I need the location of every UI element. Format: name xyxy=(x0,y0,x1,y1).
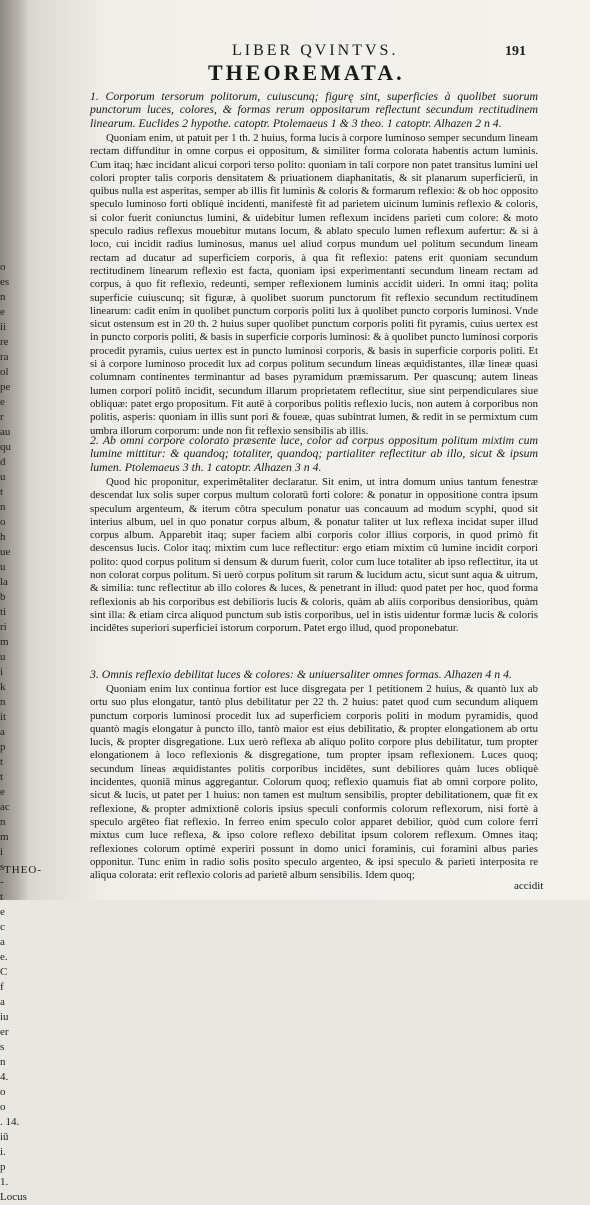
margin-fragment: ol xyxy=(0,366,9,378)
margin-fragment: pe xyxy=(0,381,11,393)
margin-fragment: . 14. xyxy=(0,1116,20,1128)
margin-fragment: n xyxy=(0,816,6,828)
margin-fragment: t xyxy=(0,771,4,783)
margin-fragment: es xyxy=(0,276,10,288)
margin-fragment: e xyxy=(0,396,5,408)
margin-fragment: re xyxy=(0,336,9,348)
margin-fragment: ra xyxy=(0,351,9,363)
margin-fragment: iu xyxy=(0,1011,9,1023)
catchword: accidit xyxy=(514,880,544,892)
margin-fragment: h xyxy=(0,531,6,543)
margin-fragment: n xyxy=(0,1056,6,1068)
margin-fragment: a xyxy=(0,726,5,738)
margin-fragment: a xyxy=(0,996,5,1008)
margin-fragment: qu xyxy=(0,441,11,453)
margin-fragment: p xyxy=(0,741,6,753)
margin-fragment: s xyxy=(0,1041,5,1053)
margin-fragment: r xyxy=(0,411,4,423)
margin-fragment: e xyxy=(0,786,5,798)
margin-fragment: n xyxy=(0,291,6,303)
margin-fragment: f xyxy=(0,981,4,993)
margin-fragment: m xyxy=(0,636,9,648)
margin-fragment: n xyxy=(0,501,6,513)
margin-fragment: o xyxy=(0,1101,6,1113)
margin-fragment: e xyxy=(0,906,5,918)
margin-fragment: d xyxy=(0,456,6,468)
margin-fragment: u xyxy=(0,471,6,483)
margin-fragment: c xyxy=(0,921,5,933)
margin-fragment: ue xyxy=(0,546,11,558)
margin-fragment: e xyxy=(0,306,5,318)
margin-fragment: k xyxy=(0,681,6,693)
margin-fragment: t xyxy=(0,756,4,768)
margin-fragment: i xyxy=(0,666,4,678)
margin-fragment: a xyxy=(0,936,5,948)
left-margin-fragments xyxy=(0,260,40,1205)
margin-fragment: u xyxy=(0,651,6,663)
margin-fragment: ac xyxy=(0,801,10,813)
margin-fragment: n xyxy=(0,696,6,708)
margin-fragment: 4. xyxy=(0,1071,9,1083)
margin-fragment: t xyxy=(0,891,4,903)
paragraph-3: Quoniam enim lux continua fortior est luce disgregata per 1 petitionem 2 huius, & quantò lux ab ortu suo plus elongatur, tantò plus debilitatur per 22 th. 2 huius: patet quod cum secundum aliquem punctum corporis luminosi procedit lux ad superficiem corporis politi in modum pyramidis, quod quantò magis elongatur à puncto illo, tantò maior est eius debilitatio, & propter elongationem ab ortu lucis, & propter disgregatione. Lux uerò reflexa ab aliquo polito corpore plus debilitatur, tum propter elongationem à loco reflexionis & disgregatione, tum propter ipsam reflexionem. Luces quoq; secundum lineas æquidistantes politis corporibus incidētes, sunt debiliores quàm luces obliquè incidentes, quoniā minus aggregantur. Colorum quoq; reflexio quamuis fiat ab omni corpore polito, sicut & lucis, ut patet per 1 huius: non tamen est multum sensibilis, propter debilitationem, quæ fit ex reflexione, & propter admixtionē coloris ipsius speculi conformis colorum reflexorum, nisi fortè à speculo argēteo fiat reflexio. In ferreo enim speculo color apparet debilior, quòd cum colore ferri mixtus cum luce reflexa, & ipso colore reflexo debilitat ipsum colorem reflexum. Omnes itaq; reflexiones colorum optimè experiri possunt in domo unici foraminis, cui foramini albus paries opponitur. Tunc enim in radio solis posito speculo argenteo, & ipsi speculo & parieti interposita re aliqua colorata: erit reflexio coloris ad parietē album sensibilis. Idem quoq; xyxy=(90,683,538,882)
margin-fragment: i xyxy=(0,846,4,858)
margin-fragment: 1. xyxy=(0,1176,9,1188)
page-number: 191 xyxy=(505,44,526,59)
proposition-1: 1. Corporum tersorum politorum, cuiuscunq; figurę sint, superficies à quolibet suorum punctorum luces, colores, & formas rerum oppositarum reflectunt secundum rectitudinem linearum. Euclides 2 hypothe. catoptr. Ptolemaeus 1 & 3 theo. 1 catoptr. Alhazen 2 n 4. xyxy=(90,89,538,130)
margin-fragment: b xyxy=(0,591,6,603)
paragraph-2: Quod hic proponitur, experimētaliter declaratur. Sit enim, ut intra domum unius tantum fenestræ descendat lux solis super corpus multum coloratū forti colore: & ponatur in oppositione contra ipsum speculum argenteum, & iterum cōtra speculum ponatur uas concauum ad modum scyphi, quod sit interius album, uel in quo ponatur corpus album, & ponatur taliter ut lux reflexa incidat super illud corpus album. Apparebit itaq; super faciem albi corporis color illius corporis, in quod primò fit descensus lucis. Color itaq; mixtim cum luce reflectitur: ergo etiam mixtim cū lumine incidit corpori polito: quod corpus politum si densum & durum fuerit, color cum luce totaliter ab ipso reflectitur, ita ut non colorat corpus politum. Si uerò corpus politum sit rarum & lucidum actu, sicut sunt aqua & uitrum, & similia: tunc reflectitur ab illo colores & luces, & penetrant in illud: quod patet per hoc, quod forma reflexionis ab his corporibus est debilioris lucis & coloris, quàm ab aliis corporibus densioribus, quàm sint illa: & etiam circa aliquod punctum sub istis corporibus, uel in istis uidentur formæ lucis & coloris incidētes superiori superficiei istorum corporum. Patet ergo illud, quod proponebatur. xyxy=(90,476,538,635)
section-title: THEOREMATA. xyxy=(208,60,405,85)
margin-fragment: - xyxy=(0,876,4,888)
margin-fragment: Locus xyxy=(0,1191,27,1203)
margin-fragment: u xyxy=(0,561,6,573)
margin-fragment: it xyxy=(0,711,7,723)
margin-fragment: m xyxy=(0,831,9,843)
proposition-3: 3. Omnis reflexio debilitat luces & colores: & uniuersaliter omnes formas. Alhazen 4 n 4. xyxy=(90,667,512,681)
paragraph-1: Quoniam enim, ut patuit per 1 th. 2 huius, forma lucis à corpore luminoso semper secundum lineam rectam diffunditur in omne corpus ei oppositum, & similiter forma colorata habentis actum luminis. Cum itaq; hæc incidant alicui corpori terso polito: quoniam in tali corpore non patet transitus lumini uel colori propter talis corporis densitatem & priuationem diaphanitatis, & sit planarum superficierū, in quibus nulla est asperitas, semper ab illis fit luminis & coloris & formarum reflexio: & ob hoc opposito speculo luminoso forti obliquè incidenti, manifestè fit ad parietem uicinum luminis reflexio & coloris, si color fuerit coniunctus lumini, & uidebitur lumen reflexum incidens parieti cum colore: & moto speculo radius reflexus mouebitur mutans locum, & ablato speculo lumen reflexum aufertur: & si à loco, cui incidit radius luminosus, manus uel aliud corpus mundum uel politum secundum lineam rectam ad ducatur ad superficiem corporis, à qua fit reflexio: patens erit quoniam secundum rectitudinem linearum reflexio est facta, quoniam ipsi experimentanti secundum lineam rectam ad corpus, à quo fit reflexio, redeunti, semper reflexionem luminis accidit uideri. In omni itaq; polita superficie cuiuscunq; sit figuræ, à quolibet suorum punctorum fit reflexio secundum rectitudinem linearum: cadit enim in quolibet punctum corporis politi lux à quolibet puncto corporis luminosi. Vnde sicut ostensum est in 20 th. 2 huius super quolibet punctum corporis politi fit pyramis, cuius uertex est in puncto corporis politi, & basis in superficie corporis luminosi: & à quolibet puncto luminosi corporis procedit pyramis, cuius uertex est in puncto luminosi corporis, & basis in superficie corporis politi. Et si à corpore luminoso procedit lux ad corpus politum secundum lineas æquidistantes, illæ lineæ quasi columnam continentes terminantur ad bases pyramidum præmissarum. Per quascunq; autem lineas lumen corpori politō incidit, secundum illarum proprietatem reflectitur, siue sint perpendiculares siue obliquæ: patet ergo propositum. Fit autē à corporibus politis reflexio lucis, non autem à corporibus non politis, asperis: quoniam in illis sunt pori & foueæ, quas subintrat lumen, & redit in se permixtum cum umbra illorum corporum: unde non fit reflexio sensibilis ab illis. xyxy=(90,132,538,437)
margin-fragment: iū xyxy=(0,1131,9,1143)
margin-fragment: o xyxy=(0,516,6,528)
margin-fragment: la xyxy=(0,576,8,588)
margin-fragment: ii xyxy=(0,321,7,333)
running-head: LIBER QVINTVS. xyxy=(232,42,399,59)
margin-fragment: e. xyxy=(0,951,8,963)
margin-fragment: p xyxy=(0,1161,6,1173)
margin-fragment: ti xyxy=(0,606,7,618)
proposition-2: 2. Ab omni corpore colorato præsente luce, color ad corpus oppositum politum mixtim cum lumine mittitur: & quandoq; totaliter, quandoq; partialiter reflectitur ab illo, sicut & ipsum lumen. Ptolemaeus 3 th. 1 catoptr. Alhazen 3 n 4. xyxy=(90,433,538,474)
margin-fragment: au xyxy=(0,426,11,438)
margin-fragment: s xyxy=(0,861,5,873)
margin-fragment: er xyxy=(0,1026,9,1038)
margin-fragment: o xyxy=(0,261,6,273)
margin-fragment: C xyxy=(0,966,8,978)
left-page-catchword-fragment: THEO- xyxy=(4,864,42,876)
margin-fragment: i. xyxy=(0,1146,6,1158)
margin-fragment: t xyxy=(0,486,4,498)
margin-fragment: o xyxy=(0,1086,6,1098)
margin-fragment: ri xyxy=(0,621,7,633)
